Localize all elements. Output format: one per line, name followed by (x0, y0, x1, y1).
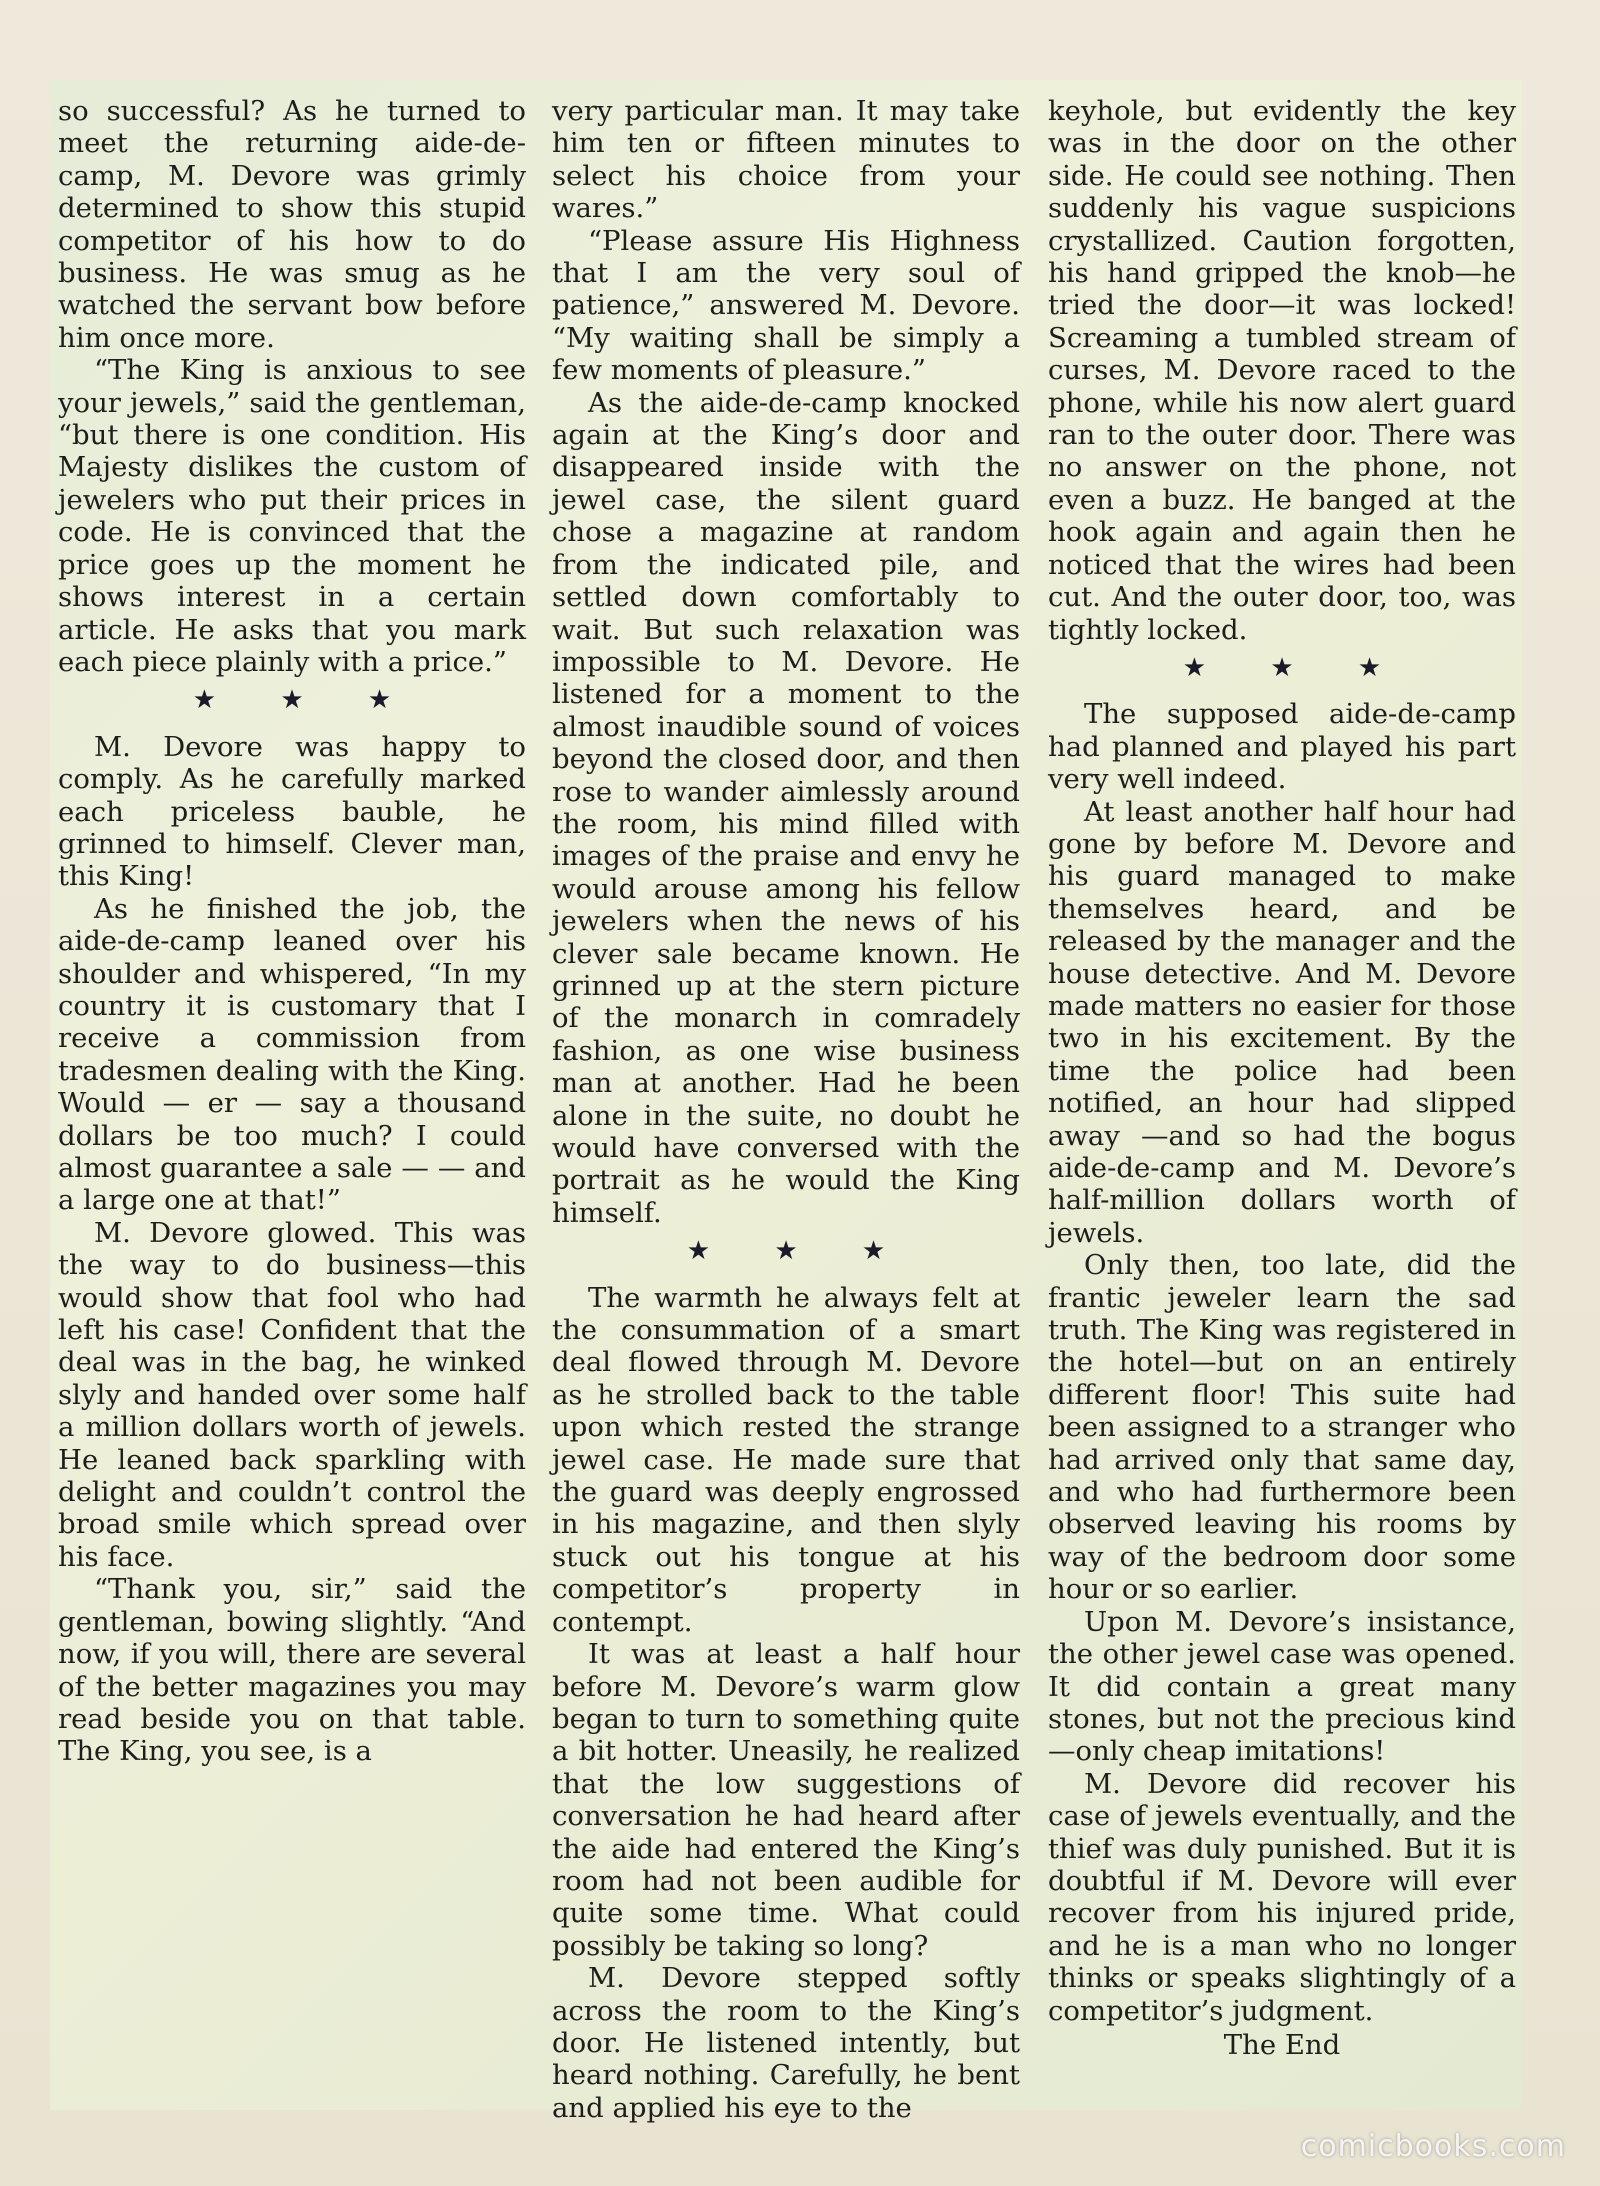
site-watermark: comicbooks.com (1300, 2129, 1566, 2164)
story-paragraph: “The King is anxious to see your jewels,” said the gentleman, “but there is one condition. His Majesty dislikes the custom of jewelers who put their prices in code. He is convinced that the price goes up the moment he shows interest in a certain article. He asks that you mark each piece plainly with a price.” (58, 354, 526, 678)
story-paragraph: The supposed aide-de-camp had planned and played his part very well indeed. (1048, 698, 1516, 796)
section-divider-stars: ★ ★ ★ (686, 1236, 914, 1267)
story-paragraph: At least another half hour had gone by before M. Devore and his guard managed to make themselves heard, and be released by the manager and the house detective. And M. Devore made matters no easier for those two in his excitement. By the time the police had been notified, an hour had slipped away —and so had the bogus aide-de-camp and M. Devore’s half-million dollars worth of jewels. (1048, 795, 1516, 1249)
story-paragraph: M. Devore was happy to comply. As he carefully marked each priceless bauble, he grinned to himself. Clever man, this King! (58, 730, 526, 893)
story-paragraph: very particular man. It may take him ten or fifteen minutes to select his choice from your wares.” (552, 95, 1020, 225)
story-paragraph: It was at least a half hour before M. Devore’s warm glow began to turn to something quite a bit hotter. Uneasily, he realized that the low suggestions of conversation he had heard after the aide had entered the King’s room had not been audible for quite some time. What could possibly be taking so long? (552, 1638, 1020, 1962)
story-paragraph: M. Devore glowed. This was the way to do business—this would show that fool who had left his case! Confident that the deal was in the bag, he winked slyly and handed over some half a million dollars worth of jewels. He leaned back sparkling with delight and couldn’t control the broad smile which spread over his face. (58, 1216, 526, 1573)
story-paragraph: so successful? As he turned to meet the returning aide-de-camp, M. Devore was grimly determined to show this stupid competitor of his how to do business. He was smug as he watched the servant bow before him once more. (58, 95, 526, 354)
text-column-2 (552, 95, 1020, 2124)
section-divider-stars: ★ ★ ★ (1182, 652, 1410, 683)
story-paragraph: Upon M. Devore’s insistance, the other jewel case was opened. It did contain a great many stones, but not the precious kind —only cheap imitations! (1048, 1605, 1516, 1768)
story-paragraph: “Thank you, sir,” said the gentleman, bowing slightly. “And now, if you will, there are several of the better magazines you may read beside you on that table. The King, you see, is a (58, 1573, 526, 1768)
section-divider-stars: ★ ★ ★ (192, 685, 420, 716)
story-paragraph: “Please assure His Highness that I am the very soul of patience,” answered M. Devore. “My waiting shall be simply a few moments of pleasure.” (552, 224, 1020, 387)
story-end-label: The End (1223, 2028, 1341, 2061)
story-paragraph: The warmth he always felt at the consummation of a smart deal flowed through M. Devore as he strolled back to the table upon which rested the strange jewel case. He made sure that the guard was deeply engrossed in his magazine, and then slyly stuck out his tongue at his competitor’s property in contempt. (552, 1281, 1020, 1638)
story-paragraph: As the aide-de-camp knocked again at the King’s door and disappeared inside with the jewel case, the silent guard chose a magazine at random from the indicated pile, and settled down comfortably to wait. But such relaxation was impossible to M. Devore. He listened for a moment to the almost inaudible sound of voices beyond the closed door, and then rose to wander aimlessly around the room, his mind filled with images of the praise and envy he would arouse among his fellow jewelers when the news of his clever sale became known. He grinned up at the stern picture of the monarch in comradely fashion, as one wise business man at another. Had he been alone in the suite, no doubt he would have conversed with the portrait as he would the King himself. (552, 386, 1020, 1229)
story-paragraph: As he finished the job, the aide-de-camp leaned over his shoulder and whispered, “In my country it is customary that I receive a commission from tradesmen dealing with the King. Would — er — say a thousand dollars be too much? I could almost guarantee a sale — — and a large one at that!” (58, 892, 526, 1217)
text-column-3 (1048, 95, 1516, 2061)
story-paragraph: keyhole, but evidently the key was in the door on the other side. He could see nothing. Then suddenly his vague suspicions crystallized. Caution forgotten, his hand gripped the knob—he tried the door—it was locked! Screaming a tumbled stream of curses, M. Devore raced to the phone, while his now alert guard ran to the outer door. There was no answer on the phone, not even a buzz. He banged at the hook again and again then he noticed that the wires had been cut. And the outer door, too, was tightly locked. (1048, 95, 1516, 646)
story-paragraph: Only then, too late, did the frantic jeweler learn the sad truth. The King was registered in the hotel—but on an entirely different floor! This suite had been assigned to a stranger who had arrived only that same day, and who had furthermore been observed leaving his rooms by way of the bedroom door some hour or so earlier. (1048, 1249, 1516, 1606)
story-paragraph: M. Devore stepped softly across the room to the King’s door. He listened intently, but heard nothing. Carefully, he bent and applied his eye to the (552, 1962, 1020, 2124)
story-paragraph: M. Devore did recover his case of jewels eventually, and the thief was duly punished. But it is doubtful if M. Devore will ever recover from his injured pride, and he is a man who no longer thinks or speaks slightingly of a competitor’s judgment. (1048, 1767, 1516, 2027)
text-column-1 (58, 95, 526, 1768)
